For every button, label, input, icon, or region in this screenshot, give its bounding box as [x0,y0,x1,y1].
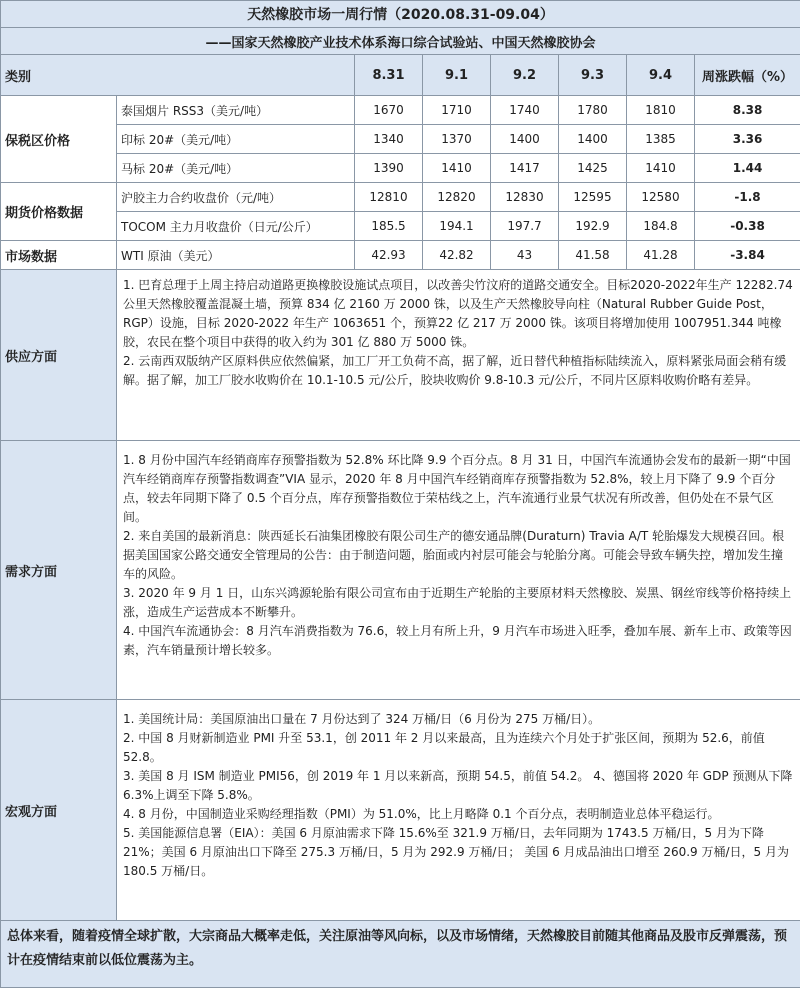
row-value: 1780 [559,96,627,125]
row-change: 1.44 [695,154,800,183]
row-value: 1410 [627,154,695,183]
row-value: 1740 [491,96,559,125]
table-row [1,183,800,212]
row-value: 1710 [423,96,491,125]
column-header-date: 8.31 [355,55,423,96]
row-value: 1370 [423,125,491,154]
section-text [117,270,800,441]
section-paragraph: 3. 2020 年 9 月 1 日，山东兴鸿源轮胎有限公司宣布由于近期生产轮胎的主要原材料天然橡胶、炭黑、钢丝帘线等价格持续上涨，造成生产运营成本不断攀升。 [123,586,792,619]
section-paragraph: 1. 8 月份中国汽车经销商库存预警指数为 52.8% 环比降 9.9 个百分点。8 月 31 日，中国汽车流通协会发布的最新一期“中国汽车经销商库存预警指数调查”VIA 显示，2020 年 8 月中国汽车经销商库存预警指数为 52.8%，较上月下降了 9.9 个百分点，较去年同期下降了 0.5 个百分点，库存预警指数位于荣枯线之上，汽车流通行业景气状况有所改善，但仍处在不景气区间。 [123,453,791,524]
table-row [1,96,800,125]
row-value: 12595 [559,183,627,212]
row-value: 42.93 [355,241,423,270]
column-header-date: 9.3 [559,55,627,96]
section-paragraph: 1. 美国统计局：美国原油出口量在 7 月份达到了 324 万桶/日（6 月份为 275 万桶/日）。 [123,712,601,726]
row-value: 12580 [627,183,695,212]
row-value: 1425 [559,154,627,183]
section-paragraph: 2. 云南西双版纳产区原料供应依然偏紧，加工厂开工负荷不高，据了解，近日替代种植指标陆续流入，原料紧张局面会稍有缓解。据了解，加工厂胶水收购价在 10.1-10.5 元/公斤，胶块收购价 9.8-10.3 元/公斤，不同片区原料收购价略有差异。 [123,354,787,387]
row-change: 8.38 [695,96,800,125]
row-value: 194.1 [423,212,491,241]
section-paragraph: 4. 中国汽车流通协会：8 月汽车消费指数为 76.6，较上月有所上升，9 月汽车市场进入旺季，叠加车展、新车上市、政策等因素，汽车销量预计增长较多。 [123,624,792,657]
section-label: 供应方面 [1,270,117,441]
row-value: 1400 [491,125,559,154]
section-paragraph: 5. 美国能源信息署（EIA）：美国 6 月原油需求下降 15.6%至 321.9 万桶/日，去年同期为 1743.5 万桶/日，5 月为下降 21%；美国 6 月原油出口下降至 275.3 万桶/日，5 月为 292.9 万桶/日； 美国 6 月成品油出口增至 260.9 万桶/日，5 月为 180.5 万桶/日。 [123,826,789,878]
row-value: 192.9 [559,212,627,241]
column-header-date: 9.1 [423,55,491,96]
section-text [117,700,800,921]
row-item: 泰国烟片 RSS3（美元/吨） [117,96,355,125]
group-label: 市场数据 [1,241,117,270]
row-change: -3.84 [695,241,800,270]
row-value: 1410 [423,154,491,183]
column-header-date: 9.4 [627,55,695,96]
page-subtitle: ——国家天然橡胶产业技术体系海口综合试验站、中国天然橡胶协会 [1,28,800,55]
page-title: 天然橡胶市场一周行情（2020.08.31-09.04） [1,1,800,28]
row-value: 12810 [355,183,423,212]
column-header-category: 类别 [1,55,355,96]
row-change: -0.38 [695,212,800,241]
section-label: 宏观方面 [1,700,117,921]
row-value: 185.5 [355,212,423,241]
section-paragraph: 1. 巴育总理于上周主持启动道路更换橡胶设施试点项目，以改善尖竹汶府的道路交通安全。目标2020-2022年生产 12282.74 公里天然橡胶覆盖混凝土墙，预算 834 亿 2160 万 2000 铢，以及生产天然橡胶导向柱（Natural Rubber Guide Post，RGP）设施，目标 2020-2022 年生产 1063651 个，预算22 亿 217 万 2000 铢。该项目将增加使用 1007951.344 吨橡胶，农民在整个项目中获得的收入约为 301 亿 880 万 5000 铢。 [123,278,793,349]
row-item: TOCOM 主力月收盘价（日元/公斤） [117,212,355,241]
demand-section [1,441,800,700]
section-paragraph: 3. 美国 8 月 ISM 制造业 PMI56，创 2019 年 1 月以来新高，预期 54.5，前值 54.2。 4、德国将 2020 年 GDP 预测从下降 6.3%上调至下降 5.8%。 [123,769,793,802]
group-label: 期货价格数据 [1,183,117,241]
row-value: 1390 [355,154,423,183]
column-header-change: 周涨跌幅（%） [695,55,800,96]
summary-row [1,921,800,988]
row-value: 184.8 [627,212,695,241]
table-row [1,154,800,183]
section-paragraph: 4. 8 月份，中国制造业采购经理指数（PMI）为 51.0%，比上月略降 0.1 个百分点，表明制造业总体平稳运行。 [123,807,720,821]
row-change: -1.8 [695,183,800,212]
table-row [1,125,800,154]
group-label: 保税区价格 [1,96,117,183]
row-value: 1417 [491,154,559,183]
row-value: 41.58 [559,241,627,270]
row-value: 12830 [491,183,559,212]
section-paragraph: 2. 来自美国的最新消息：陕西延长石油集团橡胶有限公司生产的德安通品牌(Duraturn) Travia A/T 轮胎爆发大规模召回。根据美国国家公路交通安全管理局的公告：由于制造问题，胎面或内衬层可能会与轮胎分离。可能会导致车辆失控，增加发生撞车的风险。 [123,529,785,581]
row-item: WTI 原油（美元） [117,241,355,270]
row-value: 1340 [355,125,423,154]
table-row [1,212,800,241]
summary-text: 总体来看，随着疫情全球扩散，大宗商品大概率走低，关注原油等风向标，以及市场情绪，天然橡胶目前随其他商品及股市反弹震荡，预计在疫情结束前以低位震荡为主。 [1,921,800,988]
supply-section [1,270,800,441]
row-item: 印标 20#（美元/吨） [117,125,355,154]
row-item: 沪胶主力合约收盘价（元/吨） [117,183,355,212]
section-paragraph: 2. 中国 8 月财新制造业 PMI 升至 53.1，创 2011 年 2 月以来最高，且为连续六个月处于扩张区间，预期为 52.6，前值 52.8。 [123,731,765,764]
row-value: 197.7 [491,212,559,241]
row-value: 43 [491,241,559,270]
row-value: 1810 [627,96,695,125]
table-row [1,241,800,270]
column-header-row [1,55,800,96]
row-change: 3.36 [695,125,800,154]
column-header-date: 9.2 [491,55,559,96]
row-value: 41.28 [627,241,695,270]
macro-section [1,700,800,921]
row-value: 12820 [423,183,491,212]
row-value: 1400 [559,125,627,154]
row-value: 42.82 [423,241,491,270]
row-item: 马标 20#（美元/吨） [117,154,355,183]
row-value: 1670 [355,96,423,125]
section-label: 需求方面 [1,441,117,700]
row-value: 1385 [627,125,695,154]
section-text [117,441,800,700]
